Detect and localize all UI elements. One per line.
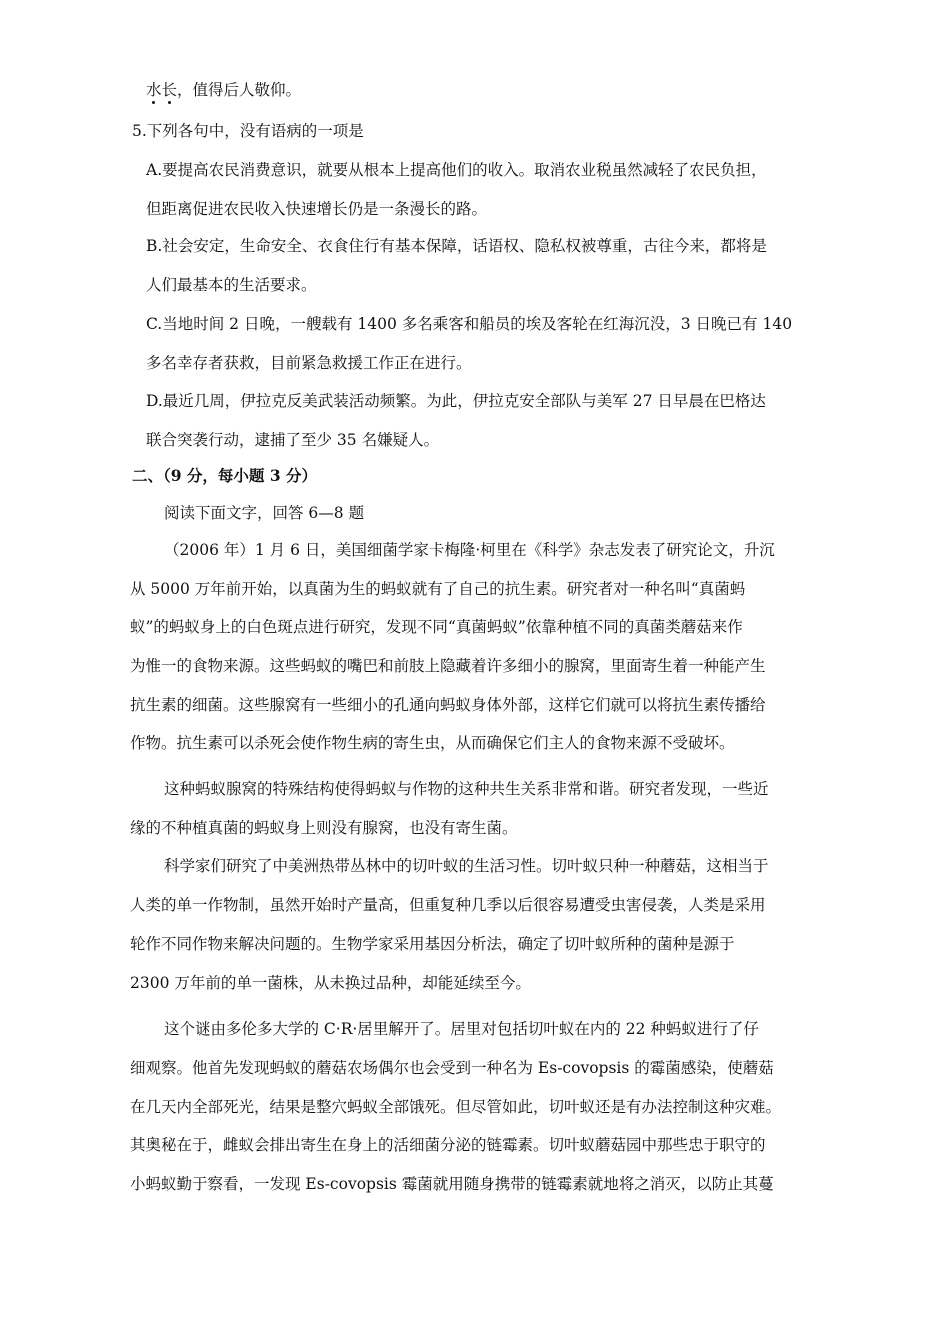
passage-p1-line-1: （2006 年）1 月 6 日，美国细菌学家卡梅隆·柯里在《科学》杂志发表了研究论文，升沉 [164, 541, 775, 559]
passage-p3-line-3: 轮作不同作物来解决问题的。生物学家采用基因分析法，确定了切叶蚁所种的菌种是源于 [130, 935, 735, 953]
option-a-line-1: A.要提高农民消费意识，就要从根本上提高他们的收入。取消农业税虽然减轻了农民负担， [146, 161, 767, 179]
section-2-instruction: 阅读下面文字，回答 6—8 题 [164, 504, 365, 522]
option-d-line-2: 联合突袭行动，逮捕了至少 35 名嫌疑人。 [146, 431, 440, 449]
passage-p1-line-2: 从 5000 万年前开始，以真菌为生的蚂蚁就有了自己的抗生素。研究者对一种名叫“真菌蚂 [130, 580, 746, 598]
passage-p1-line-6: 作物。抗生素可以杀死会使作物生病的寄生虫，从而确保它们主人的食物来源不受破坏。 [130, 734, 735, 752]
question-5-stem: 5.下列各句中，没有语病的一项是 [132, 122, 364, 140]
passage-p4-line-4: 其奥秘在于，雌蚁会排出寄生在身上的活细菌分泌的链霉素。切叶蚁蘑菇园中那些忠于职守的 [130, 1136, 766, 1154]
emphasis-char: 长 [162, 81, 178, 99]
section-2-heading: 二、（9 分，每小题 3 分） [132, 466, 318, 485]
passage-p2-line-2: 缘的不种植真菌的蚂蚁身上则没有腺窝，也没有寄生菌。 [130, 819, 518, 837]
passage-p4-line-3: 在几天内全部死光，结果是整穴蚂蚁全部饿死。但尽管如此，切叶蚁还是有办法控制这种灾难。 [130, 1098, 782, 1116]
passage-p4-line-5: 小蚂蚁勤于察看，一发现 Es-covopsis 霉菌就用随身携带的链霉素就地将之消灭，以防止其蔓 [130, 1175, 774, 1193]
passage-p3-line-4: 2300 万年前的单一菌株，从未换过品种，却能延续至今。 [130, 974, 531, 992]
emphasis-dot-icon [168, 101, 171, 104]
emphasis-dot-icon [152, 101, 155, 104]
option-b-line-2: 人们最基本的生活要求。 [146, 276, 317, 294]
passage-p1-line-5: 抗生素的细菌。这些腺窝有一些细小的孔通向蚂蚁身体外部，这样它们就可以将抗生素传播给 [130, 696, 766, 714]
q4-tail-line: 水 长 ，值得后人敬仰。 [146, 80, 301, 100]
passage-p1-line-4: 为惟一的食物来源。这些蚂蚁的嘴巴和前肢上隐藏着许多细小的腺窝，里面寄生着一种能产生 [130, 657, 766, 675]
passage-p3-line-2: 人类的单一作物制，虽然开始时产量高，但重复种几季以后很容易遭受虫害侵袭，人类是采用 [130, 896, 766, 914]
passage-p2-line-1: 这种蚂蚁腺窝的特殊结构使得蚂蚁与作物的这种共生关系非常和谐。研究者发现，一些近 [164, 780, 769, 798]
option-b-line-1: B.社会安定，生命安全、衣食住行有基本保障，话语权、隐私权被尊重，古往今来，都将是 [146, 237, 767, 255]
passage-p1-line-3: 蚁”的蚂蚁身上的白色斑点进行研究，发现不同“真菌蚂蚁”依靠种植不同的真菌类蘑菇来作 [130, 618, 743, 636]
option-c-line-1: C.当地时间 2 日晚，一艘载有 1400 多名乘客和船员的埃及客轮在红海沉没，3 日晚已有 140 [146, 315, 793, 333]
option-a-line-2: 但距离促进农民收入快速增长仍是一条漫长的路。 [146, 200, 488, 218]
passage-p3-line-1: 科学家们研究了中美洲热带丛林中的切叶蚁的生活习性。切叶蚁只种一种蘑菇，这相当于 [164, 857, 769, 875]
passage-p4-line-1: 这个谜由多伦多大学的 C·R·居里解开了。居里对包括切叶蚁在内的 22 种蚂蚁进行了仔 [164, 1020, 759, 1038]
option-d-line-1: D.最近几周，伊拉克反美武装活动频繁。为此，伊拉克安全部队与美军 27 日早晨在巴格达 [146, 392, 766, 410]
passage-p4-line-2: 细观察。他首先发现蚂蚁的蘑菇农场偶尔也会受到一种名为 Es-covopsis 的霉菌感染，使蘑菇 [130, 1059, 774, 1077]
option-c-line-2: 多名幸存者获救，目前紧急救援工作正在进行。 [146, 354, 472, 372]
emphasis-char: 水 [146, 81, 162, 99]
